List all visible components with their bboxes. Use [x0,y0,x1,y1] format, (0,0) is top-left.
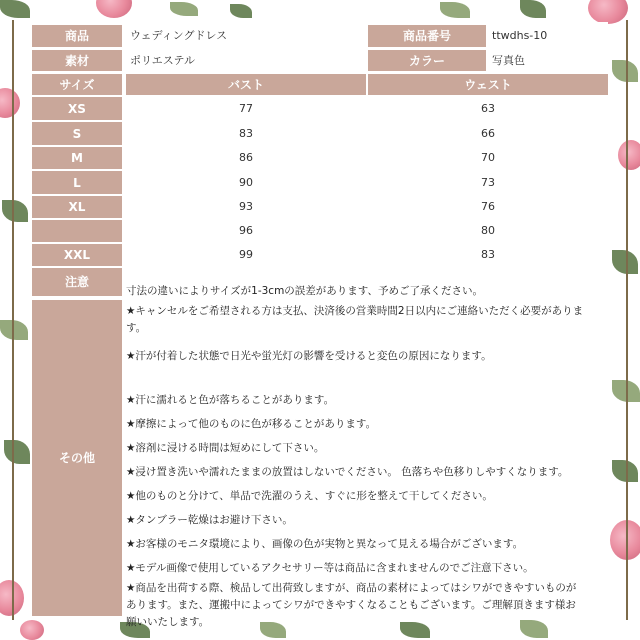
material-value: ポリエステル [130,53,196,67]
leaf-icon [520,620,548,638]
leaf-icon [230,4,252,18]
waist-cell: 76 [481,200,495,213]
leaf-icon [0,0,30,18]
leaf-icon [612,60,638,82]
rose-icon [588,0,628,24]
bust-cell: 86 [239,151,253,164]
note-line: ★タンブラー乾燥はお避け下さい。 [126,514,293,526]
waist-cell: 66 [481,126,495,140]
bust-cell: 83 [239,126,253,140]
note-line: ★モデル画像で使用しているアクセサリー等は商品に含まれませんのでご注意下さい。 [126,562,534,574]
waist-cell: 63 [481,101,495,115]
product-name-value: ウェディングドレス [130,29,228,42]
leaf-icon [400,622,430,638]
leaf-icon [2,200,28,222]
note-line: ★お客様のモニタ環境により、画像の色が実物と異なって見える場合がございます。 [126,538,524,550]
color-label: カラー [368,50,486,71]
other-label: その他 [32,300,122,616]
waist-cell: 83 [481,248,495,261]
leaf-icon [612,250,638,274]
waist-header: ウェスト [368,74,608,95]
note-line: ★他のものと分けて、単品で洗濯のうえ、すぐに形を整えて干してください。 [126,490,493,502]
note-line: ★商品を出荷する際、検品して出荷致しますが、商品の素材によってはシワができやすいものが [126,582,577,594]
product-spec-sheet [32,22,608,628]
notice-label: 注意 [32,268,122,296]
note-line: ★摩擦によって他のものに色が移ることがあります。 [126,418,377,430]
note-line: す。 [126,322,147,334]
bust-cell: 99 [239,248,253,261]
product-number-label: 商品番号 [368,25,486,47]
other-notes [126,300,608,628]
bust-header: バスト [126,74,366,95]
note-line: ★キャンセルをご希望される方は支払、決済後の営業時間2日以内にご連絡いただく必要がありま [126,305,584,317]
product-number-value: ttwdhs-10 [492,29,548,42]
leaf-icon [0,320,28,340]
size-cell: S [32,122,122,145]
leaf-icon [520,0,546,18]
leaf-icon [612,460,638,482]
size-cell [32,220,122,242]
leaf-icon [440,2,470,18]
rose-icon [0,88,20,118]
leaf-icon [260,622,286,638]
bust-cell: 90 [239,175,253,189]
note-line: ★汗に濡れると色が落ちることがあります。 [126,394,335,406]
waist-cell: 73 [481,175,495,189]
stem [12,20,14,620]
size-cell: XXL [32,244,122,266]
waist-cell: 70 [481,151,495,164]
notice-text: 寸法の違いによりサイズが1-3cmの誤差があります、予めご了承ください。 [126,285,483,297]
size-cell: L [32,171,122,194]
size-cell: XL [32,196,122,218]
color-value: 写真色 [492,53,525,67]
stem [626,20,628,620]
leaf-icon [4,440,30,464]
bust-cell: 93 [239,200,253,213]
size-cell: M [32,147,122,169]
material-label: 素材 [32,50,122,71]
rose-icon [610,520,640,560]
note-line: あります。また、運搬中によってシワができやすくなることもございます。ご理解頂きます様お [126,599,576,611]
rose-icon [96,0,132,18]
size-cell: XS [32,97,122,120]
rose-icon [20,620,44,640]
leaf-icon [170,2,198,16]
note-line: ★溶剤に浸ける時間は短めにして下さい。 [126,442,325,454]
bust-cell: 77 [239,101,253,115]
note-line: ★汗が付着した状態で日光や蛍光灯の影響を受けると変色の原因になります。 [126,350,492,362]
waist-cell: 80 [481,224,495,237]
note-line: 願いいたします。 [126,616,210,628]
rose-icon [618,140,640,170]
size-header: サイズ [32,74,122,95]
bust-cell: 96 [239,224,253,237]
note-line: ★浸け置き洗いや濡れたままの放置はしないでください。 色落ちや色移りしやすくなります。 [126,466,569,478]
product-name-label: 商品 [32,25,122,47]
